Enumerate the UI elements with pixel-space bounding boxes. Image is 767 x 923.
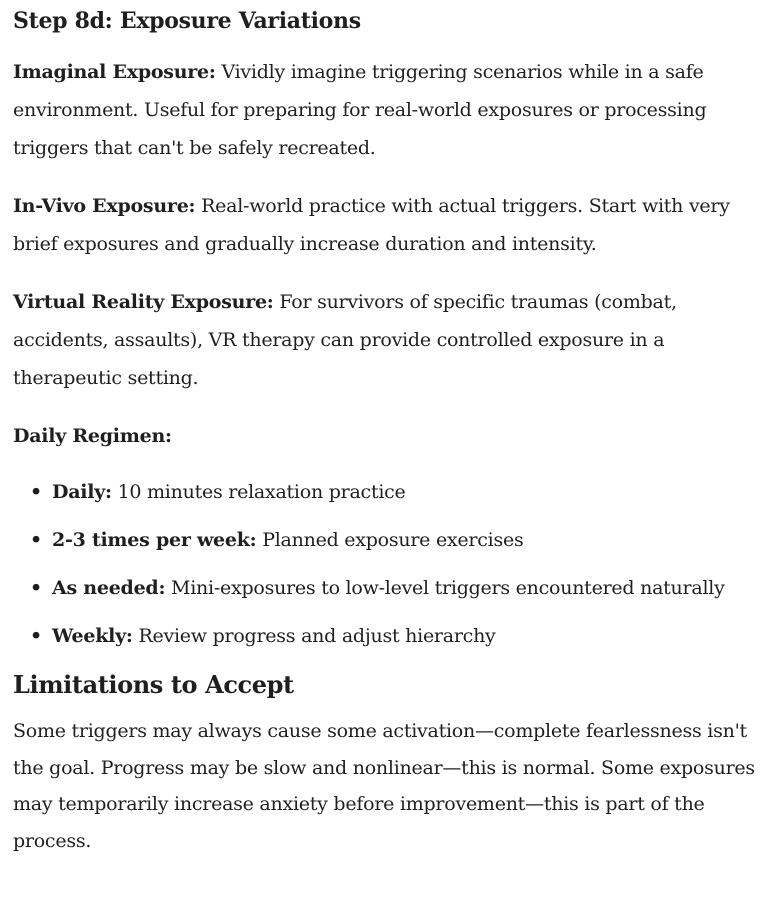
bullet-icon: • <box>30 577 42 599</box>
in-vivo-exposure-paragraph <box>13 187 761 263</box>
bullet-icon: • <box>30 625 42 647</box>
vr-exposure-term: Virtual Reality Exposure: <box>13 291 274 313</box>
limitations-paragraph: Some triggers may always cause some activation—complete fearlessness isn't the goal. Progress may be slow and nonlinear—this is normal. Some exposures may temporarily increase anxiety before improvement—this is part of the process. <box>13 720 755 852</box>
regimen-item-daily <box>13 474 761 511</box>
regimen-item-weekly-review <box>13 618 761 655</box>
regimen-item-term: 2-3 times per week: <box>52 529 257 551</box>
regimen-item-as-needed <box>13 570 761 607</box>
regimen-list <box>13 474 761 655</box>
regimen-item-term: Daily: <box>52 481 112 503</box>
imaginal-exposure-term: Imaginal Exposure: <box>13 61 216 83</box>
daily-regimen-label: Daily Regimen: <box>13 425 172 447</box>
bullet-icon: • <box>30 529 42 551</box>
in-vivo-exposure-text: Real-world practice with actual triggers. Start with very brief exposures and gradually increase duration and intensity. <box>13 195 730 255</box>
regimen-item-text: 10 minutes relaxation practice <box>111 481 406 503</box>
regimen-item-text: Mini-exposures to low-level triggers encountered naturally <box>165 577 725 599</box>
bullet-icon: • <box>30 481 42 503</box>
vr-exposure-text: For survivors of specific traumas (combat, accidents, assaults), VR therapy can provide controlled exposure in a therapeutic setting. <box>13 291 677 389</box>
regimen-item-text: Review progress and adjust hierarchy <box>132 625 496 647</box>
regimen-item-text: Planned exposure exercises <box>256 529 524 551</box>
in-vivo-exposure-term: In-Vivo Exposure: <box>13 195 196 217</box>
daily-regimen-heading <box>13 417 761 455</box>
limitations-heading: Limitations to Accept <box>13 670 294 699</box>
regimen-item-term: As needed: <box>52 577 166 599</box>
imaginal-exposure-text: Vividly imagine triggering scenarios while in a safe environment. Useful for preparing for real-world exposures or processing triggers that can't be safely recreated. <box>13 61 707 159</box>
regimen-item-weekly-exercises <box>13 522 761 559</box>
step-heading: Step 8d: Exposure Variations <box>13 8 361 34</box>
regimen-item-term: Weekly: <box>52 625 133 647</box>
vr-exposure-paragraph <box>13 283 761 397</box>
imaginal-exposure-paragraph <box>13 53 761 167</box>
